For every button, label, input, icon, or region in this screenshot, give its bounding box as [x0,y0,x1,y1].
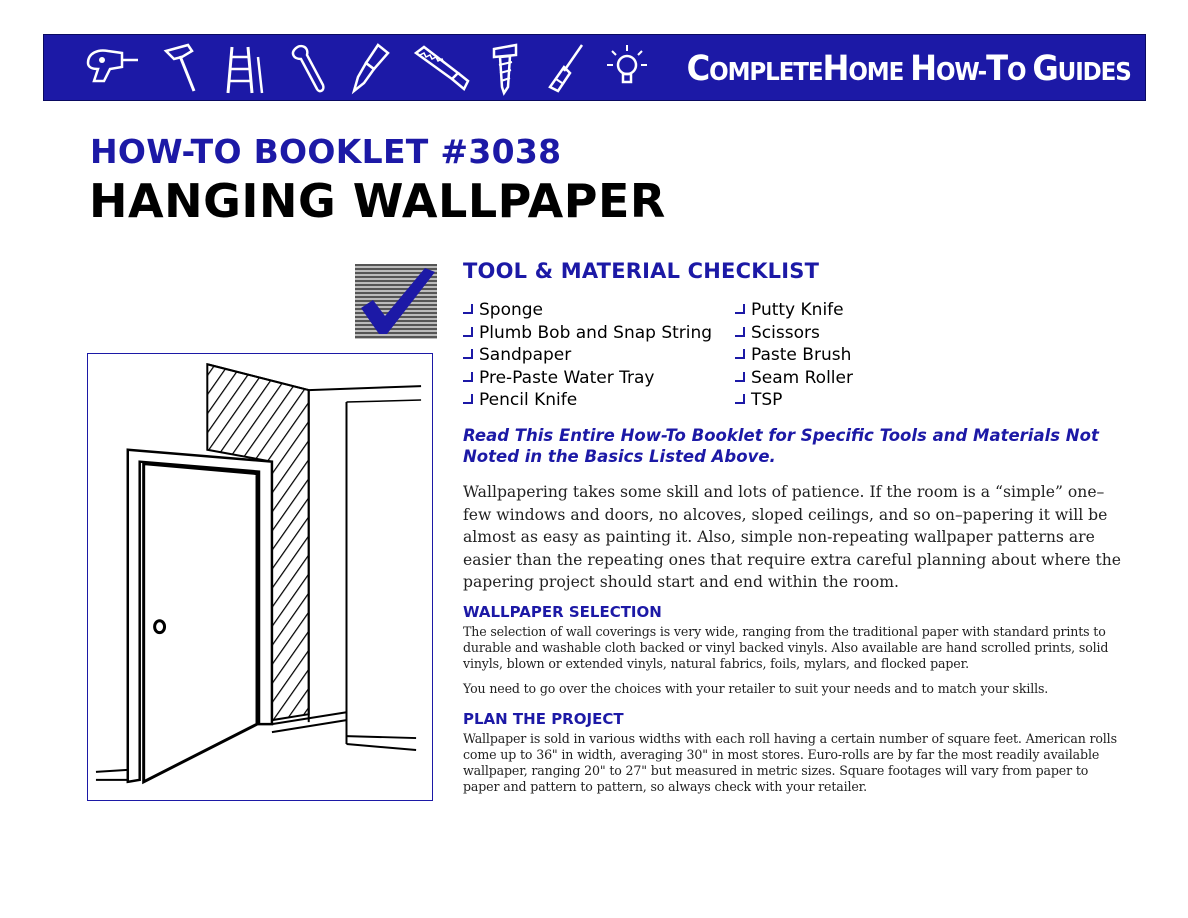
booklet-number: HOW-TO BOOKLET #3038 [90,132,562,171]
checklist-item: Putty Knife [735,299,853,322]
checkbox-icon [735,304,745,314]
ladder-icon [222,41,268,97]
brand-title: COMPLETEHOME HOW-TO GUIDES [686,49,1131,89]
checkmark-icon [355,264,437,339]
checklist-item: Plumb Bob and Snap String [463,322,712,345]
lightbulb-icon [602,41,652,97]
screwdriver-icon [544,41,588,97]
booklet-title: HANGING WALLPAPER [89,174,666,228]
checkbox-icon [463,327,473,337]
checklist-column-2 [735,299,853,412]
checklist-item: Scissors [735,322,853,345]
checklist-column-1 [463,299,712,412]
checklist-item: Sponge [463,299,712,322]
checklist-item: Pre-Paste Water Tray [463,367,712,390]
checklist-item: Pencil Knife [463,389,712,412]
checklist-item: Sandpaper [463,344,712,367]
checklist-item: TSP [735,389,853,412]
drill-icon [82,41,146,97]
wrench-icon [287,41,333,97]
checkbox-icon [463,304,473,314]
checkbox-icon [463,372,473,382]
checkbox-icon [463,394,473,404]
tool-icon-strip [82,41,722,97]
selection-paragraph-1: The selection of wall coverings is very wide, ranging from the traditional paper with standard prints to durable and washable cloth backed or vinyl backed vinyls. Also available are hand scrolled prints, solid vinyls, blown or extended vinyls, natural fabrics, foils, mylars, and flocked paper. [463,624,1109,671]
checkbox-icon [735,327,745,337]
door-wallpaper-illustration [87,353,433,801]
hammer-icon [160,41,206,97]
checkbox-icon [735,394,745,404]
checkbox-icon [735,349,745,359]
header-banner [43,34,1146,101]
checkbox-icon [463,349,473,359]
checklist-item: Paste Brush [735,344,853,367]
screw-icon [486,41,530,97]
checkbox-icon [735,372,745,382]
saw-icon [412,41,472,97]
checklist-item: Seam Roller [735,367,853,390]
selection-paragraph-2: You need to go over the choices with your retailer to suit your needs and to match your skills. [463,681,1049,696]
plan-paragraph-1: Wallpaper is sold in various widths with each roll having a certain number of square feet. American rolls come up to 36" in width, averaging 30" in most stores. Euro-rolls are by far the most readily available wallpaper, ranging 20" to 27" but measured in metric sizes. Square footages will vary from paper to paper and pattern to pattern, so always check with your retailer. [463,731,1117,794]
section-heading-plan: PLAN THE PROJECT [463,710,624,728]
read-notice: Read This Entire How-To Booklet for Specific Tools and Materials Not Noted in the Basics Listed Above. [463,426,1099,466]
checklist-heading: TOOL & MATERIAL CHECKLIST [463,259,820,283]
section-heading-selection: WALLPAPER SELECTION [463,603,662,621]
paintbrush-icon [348,41,394,97]
intro-paragraph: Wallpapering takes some skill and lots of patience. If the room is a “simple” one–few windows and doors, no alcoves, sloped ceilings, and so on–papering it will be almost as easy as painting it. Also, simple non-repeating wallpaper patterns are easier than the repeating ones that require extra careful planning about where the papering project should start and end within the room. [463,483,1121,592]
